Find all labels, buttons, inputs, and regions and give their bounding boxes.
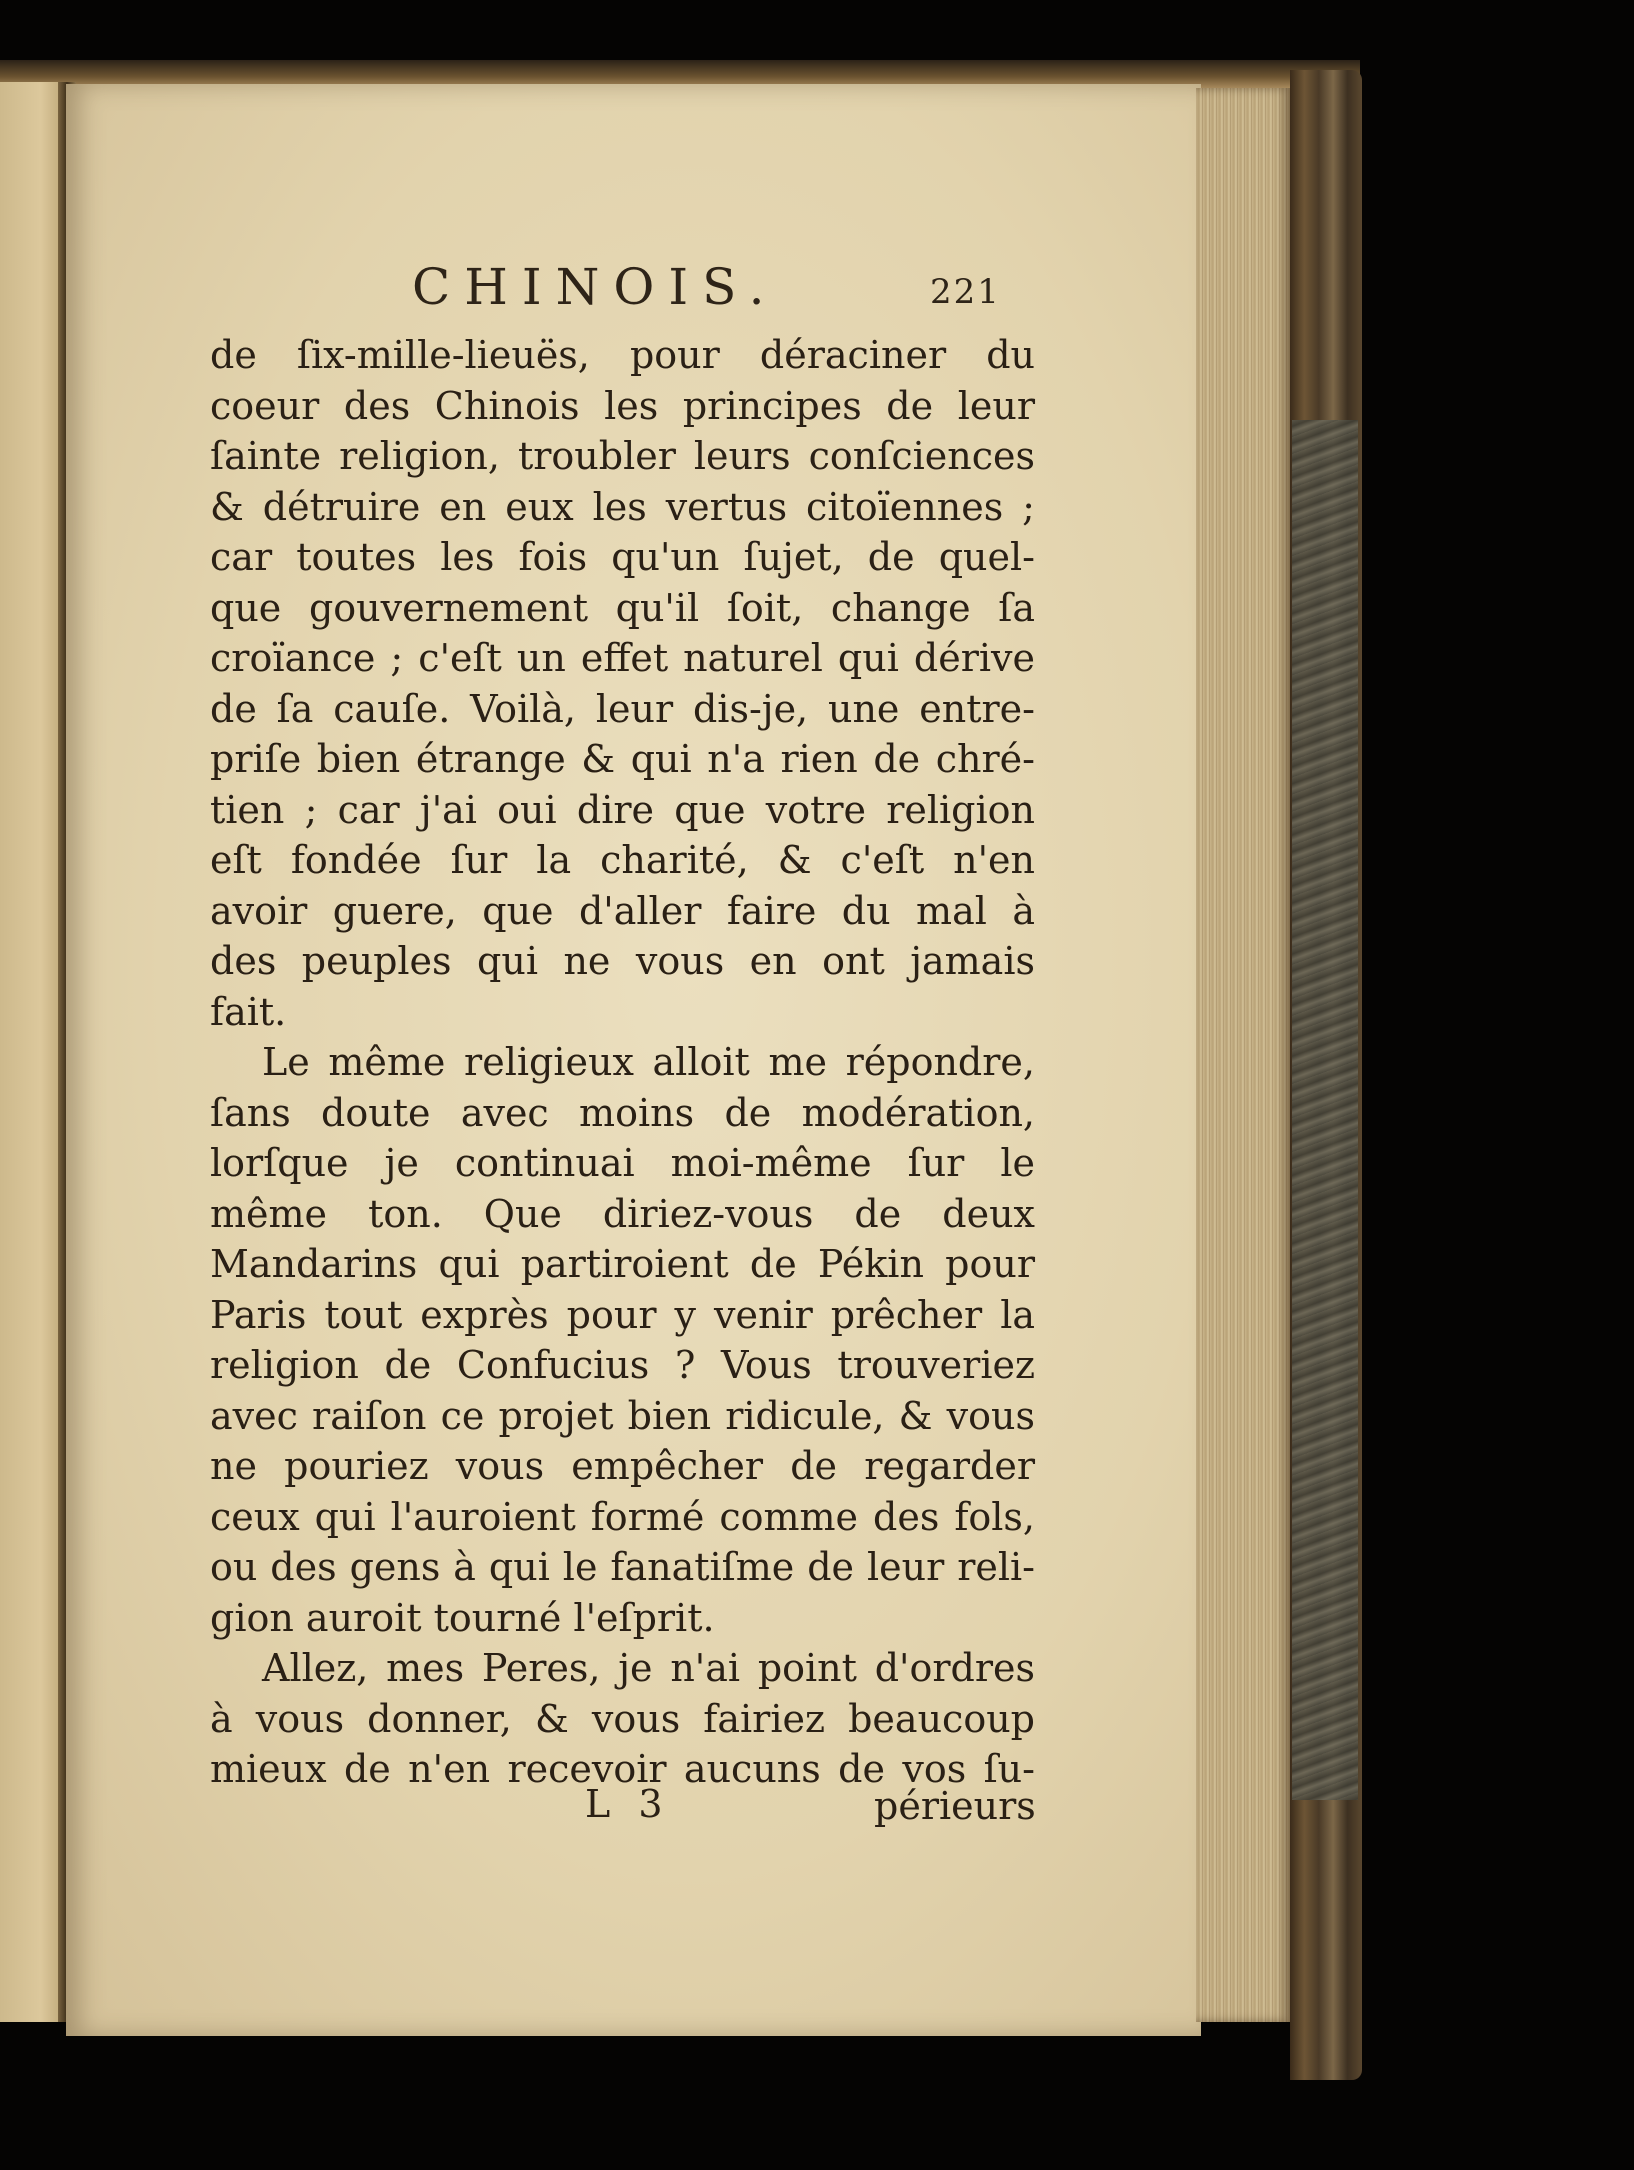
text-line: ne pouriez vous empêcher de regarder (210, 1444, 1035, 1488)
text-line: avec raiſon ce projet bien ridicule, & vous (210, 1393, 1035, 1438)
text-line: de ſix-mille-lieuës, pour déraciner du (210, 333, 1035, 377)
text-line: coeur des Chinois les principes de leur (210, 383, 1035, 428)
text-line: que gouvernement qu'il ſoit, change ſa (210, 585, 1035, 630)
text-line: eſt fondée ſur la charité, & c'eſt n'en (210, 838, 1035, 882)
text-line: croïance ; c'eſt un effet naturel qui dérive (210, 636, 1035, 680)
text-line: mieux de n'en recevoir aucuns de vos ſu- (210, 1747, 1035, 1791)
marbled-cover-panel (1292, 420, 1358, 1800)
text-line: priſe bien étrange & qui n'a rien de chré- (210, 737, 1035, 781)
text-line: des peuples qui ne vous en ont jamais (210, 939, 1035, 983)
text-line: à vous donner, & vous fairiez beaucoup (210, 1696, 1035, 1741)
text-line: Allez, mes Peres, je n'ai point d'ordres (262, 1646, 1035, 1690)
text-line: ou des gens à qui le fanatiſme de leur reli- (210, 1545, 1035, 1589)
text-line: Le même religieux alloit me répondre, (262, 1040, 1035, 1084)
text-line: fait. (210, 989, 287, 1034)
text-line: & détruire en eux les vertus citoïennes ; (210, 484, 1035, 529)
text-line: ſainte religion, troubler leurs conſciences (210, 434, 1035, 478)
text-line: religion de Confucius ? Vous trouveriez (210, 1343, 1035, 1387)
running-head (150, 258, 1050, 328)
text-line: Mandarins qui partiroient de Pékin pour (210, 1242, 1035, 1286)
catchword: périeurs (874, 1784, 1036, 1828)
signature-mark: L 3 (585, 1782, 671, 1826)
running-head-title: CHINOIS. (412, 258, 779, 316)
text-line: même ton. Que diriez-vous de deux (210, 1191, 1035, 1236)
text-line: car toutes les fois qu'un ſujet, de quel- (210, 535, 1035, 579)
body-text (210, 330, 1035, 1795)
text-line: lorſque je continuai moi-même ſur le (210, 1141, 1035, 1185)
text-line: tien ; car j'ai oui dire que votre religion (210, 787, 1035, 832)
text-line: Paris tout exprès pour y venir prêcher la (210, 1292, 1035, 1337)
text-line: ſans doute avec moins de modération, (210, 1090, 1035, 1135)
text-line: ceux qui l'auroient formé comme des fols, (210, 1494, 1035, 1539)
text-line: gion auroit tourné l'eſprit. (210, 1595, 715, 1640)
page-block-edges (1196, 88, 1290, 2022)
page-number: 221 (930, 272, 1001, 312)
text-line: avoir guere, que d'aller faire du mal à (210, 888, 1035, 933)
text-line: de ſa cauſe. Voilà, leur dis-je, une entre- (210, 686, 1035, 731)
